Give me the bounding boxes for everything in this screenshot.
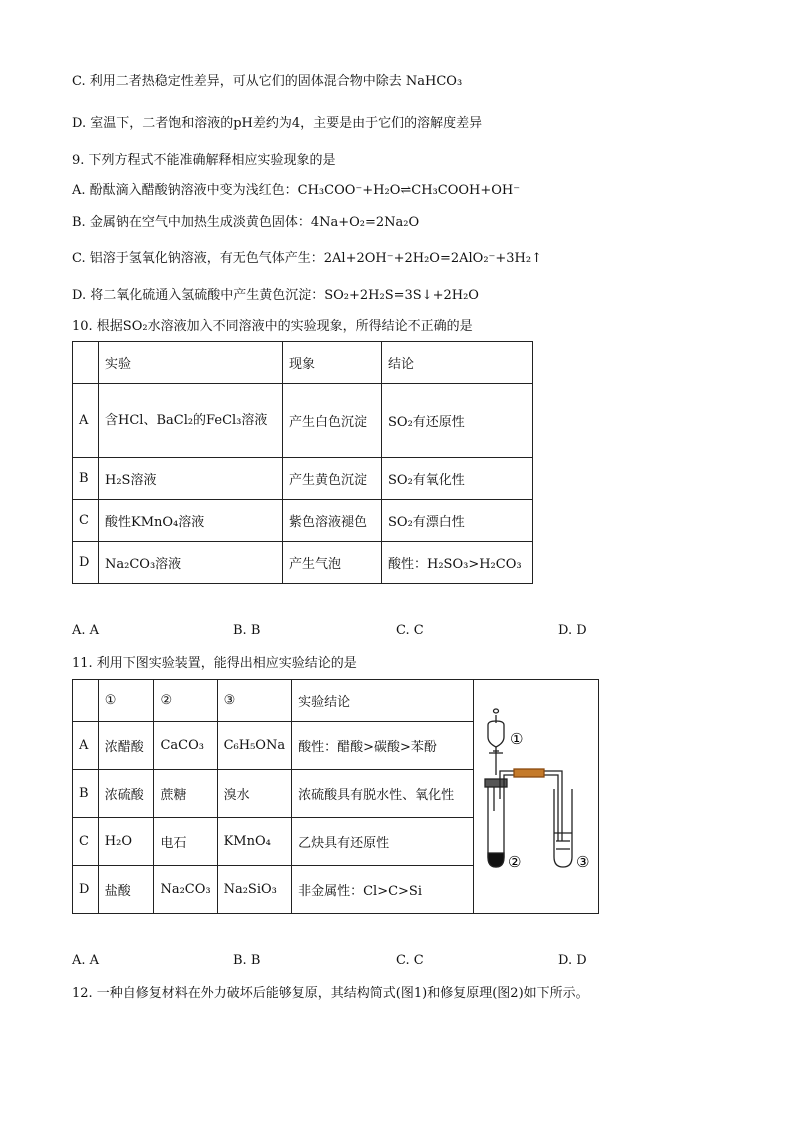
q10-option-d: D. D bbox=[558, 623, 587, 638]
q8-option-c: C. 利用二者热稳定性差异，可从它们的固体混合物中除去 NaHCO₃ bbox=[72, 74, 463, 89]
table-cell: Na₂SiO₃ bbox=[217, 866, 292, 914]
table-cell: 非金属性：Cl>C>Si bbox=[292, 866, 474, 914]
q9-option-d: D. 将二氧化硫通入氢硫酸中产生黄色沉淀：SO₂+2H₂S=3S↓+2H₂O bbox=[72, 288, 479, 303]
q12-stem: 12. 一种自修复材料在外力破坏后能够复原，其结构简式(图1)和修复原理(图2)如下所示。 bbox=[72, 986, 589, 1001]
table-cell: D bbox=[73, 866, 99, 914]
table-cell: 产生白色沉淀 bbox=[283, 384, 382, 458]
table-cell: KMnO₄ bbox=[217, 818, 292, 866]
table-cell: 酸性：醋酸>碳酸>苯酚 bbox=[292, 722, 474, 770]
q11-options bbox=[72, 953, 632, 971]
table-cell: 浓醋酸 bbox=[98, 722, 154, 770]
table-cell: B bbox=[73, 458, 99, 500]
table-header-cell bbox=[73, 342, 99, 384]
table-cell: 盐酸 bbox=[98, 866, 154, 914]
q11-option-a: A. A bbox=[72, 953, 100, 968]
table-cell: 含HCl、BaCl₂的FeCl₃溶液 bbox=[99, 384, 283, 458]
table-header-row bbox=[73, 680, 599, 722]
table-row bbox=[73, 458, 533, 500]
table-cell: 浓硫酸具有脱水性、氧化性 bbox=[292, 770, 474, 818]
table-cell: 乙炔具有还原性 bbox=[292, 818, 474, 866]
table-cell: 产生气泡 bbox=[283, 542, 382, 584]
label-1: ① bbox=[510, 729, 524, 748]
table-cell: C bbox=[73, 500, 99, 542]
q10-stem: 10. 根据SO₂水溶液加入不同溶液中的实验现象，所得结论不正确的是 bbox=[72, 319, 473, 334]
q9-option-b: B. 金属钠在空气中加热生成淡黄色固体：4Na+O₂=2Na₂O bbox=[72, 215, 420, 230]
table-row bbox=[73, 500, 533, 542]
q11-option-c: C. C bbox=[396, 953, 424, 968]
table-cell: SO₂有漂白性 bbox=[382, 500, 533, 542]
apparatus-diagram bbox=[474, 681, 598, 913]
table-cell: 电石 bbox=[154, 818, 217, 866]
q10-table bbox=[72, 341, 533, 584]
q9-option-c: C. 铝溶于氢氧化钠溶液，有无色气体产生：2Al+2OH⁻+2H₂O=2AlO₂⁻+3H₂↑ bbox=[72, 251, 542, 266]
table-header-cell: ③ bbox=[217, 680, 292, 722]
table-cell: 酸性KMnO₄溶液 bbox=[99, 500, 283, 542]
q10-option-c: C. C bbox=[396, 623, 424, 638]
q8-option-d: D. 室温下，二者饱和溶液的pH差约为4，主要是由于它们的溶解度差异 bbox=[72, 116, 483, 131]
table-cell: A bbox=[73, 722, 99, 770]
table-cell: Na₂CO₃ bbox=[154, 866, 217, 914]
test-tube-2-icon bbox=[485, 779, 507, 867]
q11-option-b: B. B bbox=[233, 953, 261, 968]
table-header-row bbox=[73, 342, 533, 384]
q9-stem: 9. 下列方程式不能准确解释相应实验现象的是 bbox=[72, 153, 336, 168]
q10-options bbox=[72, 623, 632, 641]
table-row bbox=[73, 384, 533, 458]
q11-option-d: D. D bbox=[558, 953, 587, 968]
table-cell: Na₂CO₃溶液 bbox=[99, 542, 283, 584]
table-cell: 紫色溶液褪色 bbox=[283, 500, 382, 542]
table-cell: 溴水 bbox=[217, 770, 292, 818]
table-cell: C₆H₅ONa bbox=[217, 722, 292, 770]
table-header-cell: ① bbox=[98, 680, 154, 722]
table-cell: H₂S溶液 bbox=[99, 458, 283, 500]
separatory-funnel-icon bbox=[488, 709, 504, 775]
table-cell: 蔗糖 bbox=[154, 770, 217, 818]
table-cell: SO₂有氧化性 bbox=[382, 458, 533, 500]
table-header-cell: 现象 bbox=[283, 342, 382, 384]
table-cell: B bbox=[73, 770, 99, 818]
label-2: ② bbox=[508, 852, 522, 871]
table-cell: D bbox=[73, 542, 99, 584]
table-cell: 酸性：H₂SO₃>H₂CO₃ bbox=[382, 542, 533, 584]
table-header-cell bbox=[73, 680, 99, 722]
table-cell: C bbox=[73, 818, 99, 866]
test-tube-3-icon bbox=[554, 789, 572, 867]
table-header-cell: 结论 bbox=[382, 342, 533, 384]
table-cell: 浓硫酸 bbox=[98, 770, 154, 818]
delivery-tube-icon bbox=[500, 769, 562, 841]
table-cell: 产生黄色沉淀 bbox=[283, 458, 382, 500]
q11-table bbox=[72, 679, 599, 914]
q10-option-a: A. A bbox=[72, 623, 100, 638]
table-row bbox=[73, 542, 533, 584]
table-cell: H₂O bbox=[98, 818, 154, 866]
q9-option-a: A. 酚酞滴入醋酸钠溶液中变为浅红色：CH₃COO⁻+H₂O⇌CH₃COOH+OH⁻ bbox=[72, 183, 521, 198]
table-header-cell: 实验结论 bbox=[292, 680, 474, 722]
table-cell: SO₂有还原性 bbox=[382, 384, 533, 458]
q10-option-b: B. B bbox=[233, 623, 261, 638]
label-3: ③ bbox=[576, 852, 590, 871]
apparatus-figure-cell bbox=[474, 680, 599, 914]
table-cell: CaCO₃ bbox=[154, 722, 217, 770]
q11-stem: 11. 利用下图实验装置，能得出相应实验结论的是 bbox=[72, 656, 357, 671]
table-cell: A bbox=[73, 384, 99, 458]
table-header-cell: ② bbox=[154, 680, 217, 722]
table-header-cell: 实验 bbox=[99, 342, 283, 384]
